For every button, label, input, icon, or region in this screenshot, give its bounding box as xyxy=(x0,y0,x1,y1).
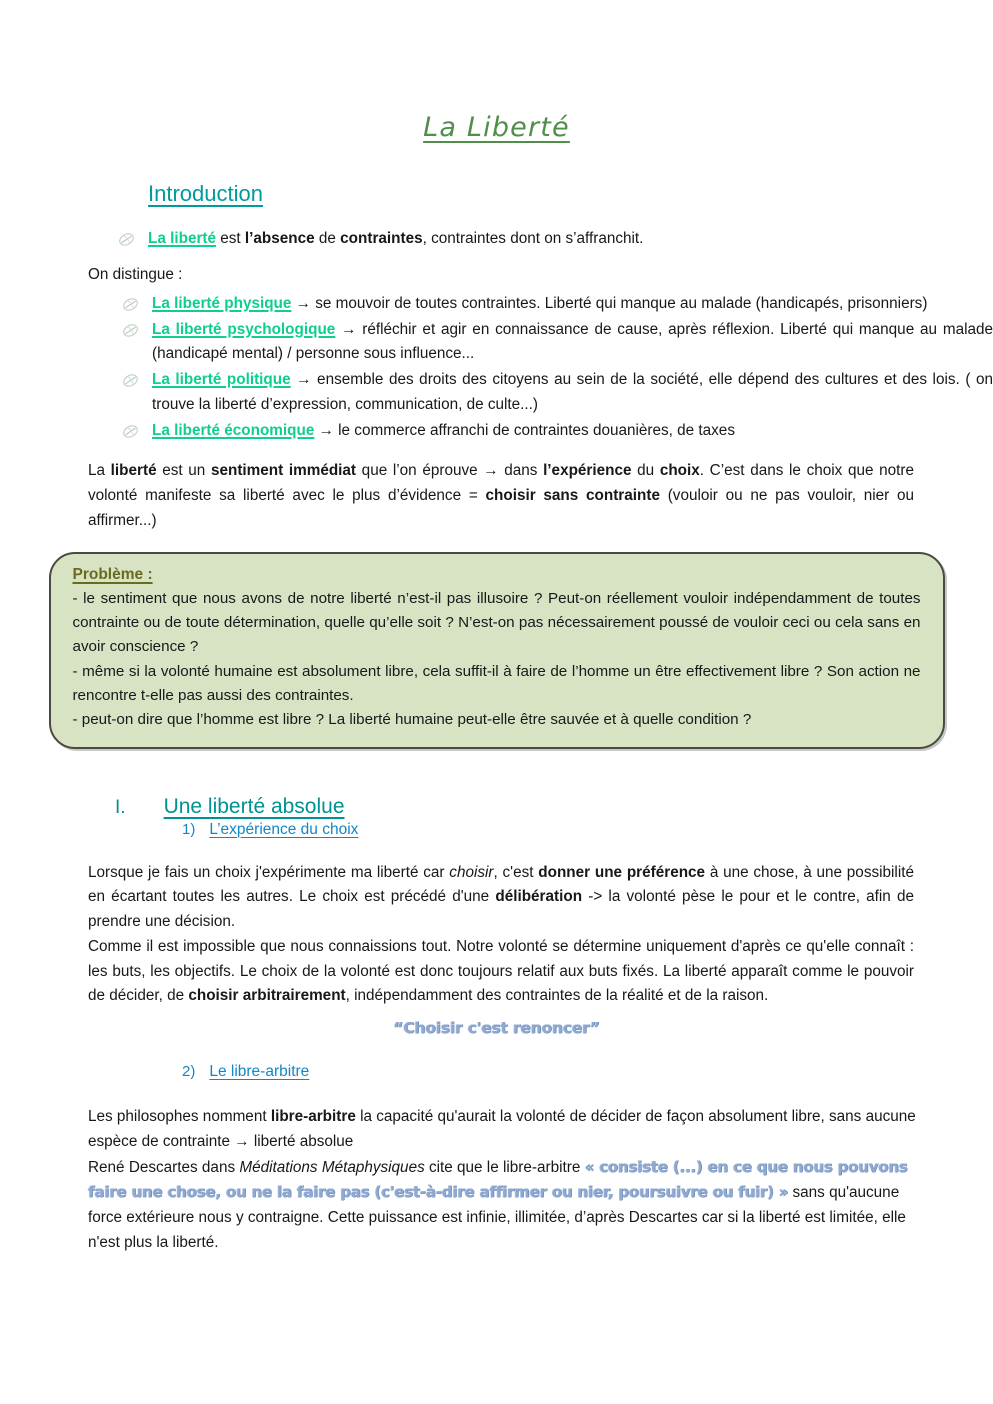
problem-callout-box xyxy=(49,552,945,749)
introduction-heading-row xyxy=(0,157,993,207)
fw1-b1: libre-arbitre xyxy=(270,1108,356,1126)
fw2-1: René Descartes dans xyxy=(88,1158,240,1176)
cp1-4: -> la volonté pèse le pour et le contre, afin de prendre une décision. xyxy=(88,888,915,931)
liberty-type-item xyxy=(152,292,993,317)
cp2-b1: choisir arbitrairement xyxy=(188,987,346,1005)
liberty-type-term: La liberté économique xyxy=(152,421,315,439)
fw1-2: la capacité qu'aurait la volonté de décider de façon absolument libre, sans aucune espèce de contrainte → liberté absolue xyxy=(88,1108,916,1150)
introduction-heading: Introduction xyxy=(148,181,263,206)
cp2-1: Comme il est impossible que nous connaissions tout. Notre volonté se détermine uniquement d'après ce qu'elle connaît : les buts, les objectifs. Le choix de la volonté est donc toujours relatif aux buts fixés. La liberté apparaît comme le pouvoir de décider, de xyxy=(88,937,914,1005)
problem-question-2: - même si la volonté humaine est absolument libre, cela suffit-il à faire de l’homme un être effectivement libre ? Son action ne rencontre t-elle pas aussi des contraintes. xyxy=(72,662,921,704)
liberty-type-desc: → le commerce affranchi de contraintes douanières, de taxes xyxy=(314,421,735,439)
pen-nib-icon xyxy=(122,372,139,389)
spacer xyxy=(0,1037,993,1063)
liberty-type-item xyxy=(152,318,993,368)
ip-3: que l’on éprouve → dans xyxy=(356,462,544,480)
free-will-paragraph-2 xyxy=(88,1155,918,1256)
subsection-heading-row xyxy=(182,1063,993,1081)
pen-nib-icon xyxy=(122,423,139,440)
ip-1: La xyxy=(88,462,111,480)
cp1-i1: choisir xyxy=(449,863,494,881)
ip-b1: liberté xyxy=(110,462,157,480)
descartes-quote: « consiste (...) en ce que nous pouvons faire une chose, ou ne la faire pas (c'est-à-dire affirmer ou nier, poursuivre ou fuir) » xyxy=(88,1157,908,1202)
ip-6: (vouloir ou ne pas vouloir, nier ou affirmer...) xyxy=(88,487,914,529)
cp1-b2: délibération xyxy=(495,888,583,906)
fw2-3: sans qu'aucune force extérieure nous y contraigne. Cette puissance est infinie, illimitée, d’après Descartes car si la liberté est limitée, elle n'est plus la liberté. xyxy=(88,1184,906,1251)
liberty-type-desc: → se mouvoir de toutes contraintes. Liberté qui manque au malade (handicapés, prisonniers) xyxy=(291,294,928,312)
list-item xyxy=(122,318,993,368)
cp1-b1: donner une préférence xyxy=(538,863,706,881)
subsection-title: L’expérience du choix xyxy=(209,820,359,838)
choice-quote: “Choisir c'est renoncer” xyxy=(393,1019,600,1038)
pen-nib-icon xyxy=(122,322,139,339)
free-will-paragraph-1 xyxy=(88,1105,918,1155)
spacer xyxy=(0,749,993,795)
section-number: I. xyxy=(115,796,126,818)
fw2-2: cite que le libre-arbitre xyxy=(424,1158,585,1176)
section-title: Une liberté absolue xyxy=(163,794,345,818)
definition-term: La liberté xyxy=(148,230,217,247)
definition-text xyxy=(148,227,993,252)
liberty-type-desc: → réfléchir et agir en connaissance de cause, après réflexion. Liberté qui manque au malade (handicapé mental) / personne sous influence... xyxy=(152,320,993,363)
ip-b5: choisir sans contrainte xyxy=(485,487,660,505)
liberty-type-item xyxy=(152,419,993,444)
definition-rest-a: est xyxy=(216,230,245,247)
page-title: La Liberté xyxy=(423,112,570,143)
ip-2: est un xyxy=(156,462,211,480)
ip-4: du xyxy=(631,462,660,480)
definition-rest-c: , contraintes dont on s’affranchit. xyxy=(422,230,644,247)
list-item xyxy=(122,419,993,444)
liberty-type-term: La liberté politique xyxy=(152,371,291,389)
subsection-title: Le libre-arbitre xyxy=(209,1063,310,1081)
section-heading-row xyxy=(115,795,993,819)
definition-bold-a: l’absence xyxy=(244,230,315,247)
intro-paragraph xyxy=(88,459,914,533)
fw1-1: Les philosophes nomment xyxy=(88,1108,271,1126)
cp1-2: , c'est xyxy=(493,863,539,881)
problem-question-1: - le sentiment que nous avons de notre liberté n’est-il pas illusoire ? Peut-on réellement vouloir indépendamment de toutes contrainte ou de toute détermination, quelle qu’elle soit ? N’est-on pas nécessairement poussé de vouloir ceci ou cela sans en avoir conscience ? xyxy=(72,589,921,656)
list-item xyxy=(122,292,993,317)
cp2-2: , indépendamment des contraintes de la réalité et de la raison. xyxy=(345,987,769,1005)
ip-b3: l’expérience xyxy=(543,462,632,480)
on-distingue-text: On distingue : xyxy=(88,265,183,283)
subsection-number: 2) xyxy=(182,1063,196,1081)
definition-bold-b: contraintes xyxy=(340,230,423,247)
pen-nib-icon xyxy=(122,296,139,313)
definition-rest-b: de xyxy=(314,230,341,247)
fw2-i1: Méditations Métaphysiques xyxy=(239,1158,425,1176)
liberty-type-desc: → ensemble des droits des citoyens au sein de la société, elle dépend des cultures et des lois. ( on trouve la liberté d’expression, communication, de culte...) xyxy=(152,371,993,413)
list-item xyxy=(118,227,993,252)
liberty-type-term: La liberté psychologique xyxy=(152,320,336,338)
problem-question-3: - peut-on dire que l’homme est libre ? La liberté humaine peut-elle être sauvée et à quelle condition ? xyxy=(72,711,752,729)
ip-5: . C’est dans le choix que notre volonté manifeste sa liberté avec le plus d’évidence = xyxy=(88,462,914,505)
choice-paragraph-1 xyxy=(88,861,914,935)
choice-paragraph-2 xyxy=(88,935,914,1009)
subsection-heading-row xyxy=(182,821,993,839)
liberty-type-term: La liberté physique xyxy=(152,294,292,312)
cp1-1: Lorsque je fais un choix j'expérimente ma liberté car xyxy=(88,863,450,881)
liberty-types-list xyxy=(0,292,993,444)
ip-b2: sentiment immédiat xyxy=(210,462,357,480)
liberty-type-item xyxy=(152,368,993,418)
subsection-number: 1) xyxy=(182,820,196,838)
pen-nib-icon xyxy=(118,231,135,248)
cp1-3: à une chose, à une possibilité en écartant toutes les autres. Le choix est précédé d'une xyxy=(88,863,914,906)
ip-b4: choix xyxy=(659,462,700,480)
problem-label: Problème : xyxy=(72,565,153,583)
list-item xyxy=(122,368,993,418)
